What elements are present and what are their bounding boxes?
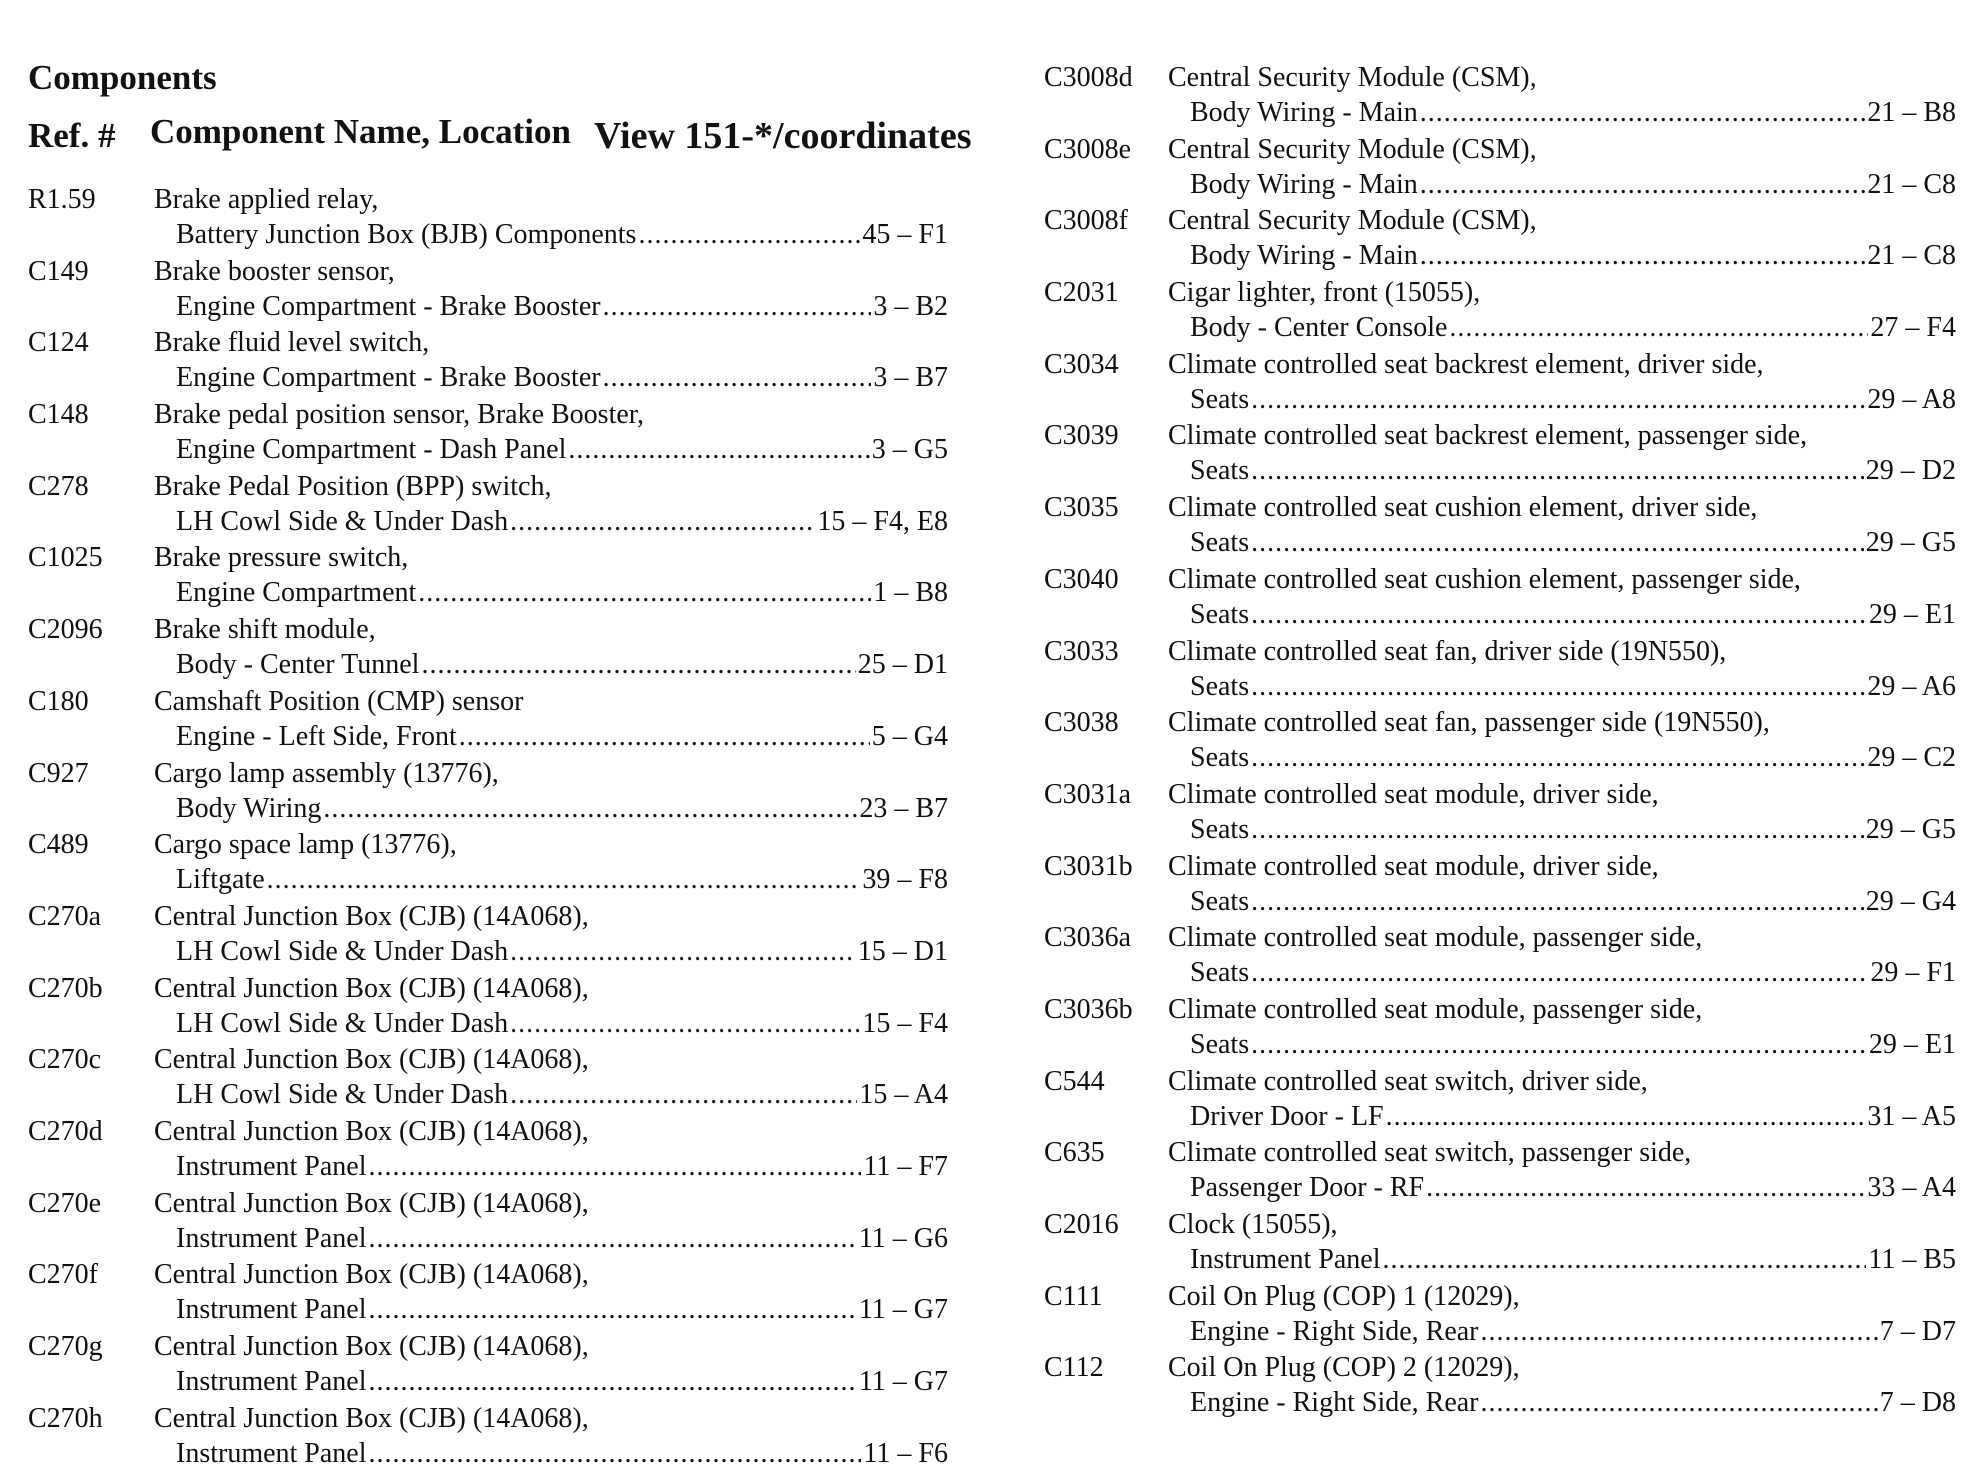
view-coordinate: 23 – B7 [859,792,948,824]
view-coordinate: 21 – C8 [1867,240,1956,272]
view-coordinate: 15 – D1 [857,935,948,967]
view-coordinate: 11 – F6 [863,1437,948,1469]
location-line [1190,527,1956,559]
location-line [1190,240,1956,272]
location: Driver Door - LF [1190,1100,1384,1132]
ref-number: C270f [28,1259,98,1291]
component-name: Coil On Plug (COP) 2 (12029), [1168,1352,1520,1384]
view-coordinate: 11 – G7 [858,1294,948,1326]
location: Engine - Right Side, Rear [1190,1315,1479,1347]
location: Body Wiring - Main [1190,168,1418,200]
ref-number: C3031b [1044,850,1133,882]
location: LH Cowl Side & Under Dash [176,505,509,537]
dot-leader [1383,1244,1867,1276]
view-coordinate: 29 – E1 [1868,1028,1956,1060]
view-coordinate: 1 – B8 [873,577,948,609]
ref-number: C3038 [1044,707,1119,739]
location-line [1190,957,1956,989]
ref-number: C270b [28,972,103,1004]
ref-number: C149 [28,255,89,287]
component-entry [1044,1066,1956,1138]
ref-number: C278 [28,470,89,502]
location-line [176,577,948,609]
ref-number: C635 [1044,1137,1105,1169]
view-coordinate: 25 – D1 [857,649,948,681]
location: Instrument Panel [176,1437,367,1469]
location: Engine Compartment - Dash Panel [176,434,567,466]
component-entry [28,1259,948,1331]
ref-number: C3036a [1044,922,1132,954]
location-line [176,1079,948,1111]
header-name: Component Name, Location [150,112,571,151]
ref-number: C2016 [1044,1209,1119,1240]
left-entry-list [28,184,948,1474]
location-line [1190,1244,1956,1276]
view-coordinate: 31 – A5 [1867,1100,1956,1132]
location-line [1190,742,1956,774]
view-coordinate: 29 – G5 [1865,527,1956,559]
ref-number: C270a [28,900,102,932]
component-entry [1044,1281,1956,1353]
ref-number: C112 [1044,1352,1104,1384]
view-coordinate: 11 – F7 [863,1150,948,1182]
location: Body Wiring - Main [1190,240,1418,272]
header-view: View 151-*/coordinates [594,115,972,157]
component-entry [1044,1137,1956,1209]
location: Seats [1190,742,1250,774]
location: LH Cowl Side & Under Dash [176,935,509,967]
component-name: Central Security Module (CSM), [1168,133,1537,165]
component-name: Clock (15055), [1168,1209,1338,1240]
location-line [1190,312,1956,344]
location-line [176,721,948,753]
component-entry [28,184,948,256]
ref-number: C270h [28,1402,103,1434]
component-name: Central Junction Box (CJB) (14A068), [154,1402,589,1434]
component-entry [28,1044,948,1116]
component-entry [1044,134,1956,206]
component-entry [28,1116,948,1188]
ref-number: C111 [1044,1280,1103,1312]
dot-leader [369,1438,862,1470]
component-name: Central Junction Box (CJB) (14A068), [154,1331,589,1362]
component-name: Central Junction Box (CJB) (14A068), [154,972,589,1004]
component-entry [28,1188,948,1260]
view-coordinate: 29 – F1 [1870,957,1956,989]
location-line [176,1008,948,1040]
dot-leader [510,1008,860,1040]
component-name: Climate controlled seat switch, passenger side, [1168,1137,1692,1169]
view-coordinate: 11 – G7 [858,1366,948,1397]
ref-number: C3008f [1044,205,1128,237]
dot-leader [1251,599,1867,631]
location-line [1190,1029,1956,1061]
component-entry [28,256,948,328]
dot-leader [267,864,861,896]
component-entry [1044,851,1956,923]
location: LH Cowl Side & Under Dash [176,1007,509,1039]
component-entry [1044,62,1956,134]
location-line [1190,886,1956,918]
dot-leader [568,434,869,466]
dot-leader [369,1294,857,1326]
ref-number: C927 [28,757,89,789]
location-line [1190,599,1956,631]
component-entry [28,901,948,973]
ref-number: C270d [28,1115,103,1147]
component-name: Climate controlled seat fan, driver side (19N550), [1168,635,1727,667]
component-entry [1044,1352,1956,1424]
dot-leader [1251,455,1864,487]
component-name: Climate controlled seat cushion element, passenger side, [1168,563,1801,595]
location: Body Wiring - Main [1190,97,1418,128]
dot-leader [1420,169,1866,201]
component-name: Climate controlled seat backrest element, driver side, [1168,348,1764,380]
location-line [176,1151,948,1183]
location: Battery Junction Box (BJB) Components [176,219,637,250]
component-name: Brake shift module, [154,614,376,646]
location-line [176,649,948,681]
component-name: Central Junction Box (CJB) (14A068), [154,1259,589,1291]
location: Instrument Panel [1190,1244,1381,1275]
location-line [1190,1101,1956,1133]
view-coordinate: 15 – F4 [862,1007,948,1039]
ref-number: C270c [28,1044,102,1076]
dot-leader [603,291,872,323]
dot-leader [1386,1101,1866,1133]
ref-number: C124 [28,327,89,359]
location: Seats [1190,670,1250,702]
ref-number: C3036b [1044,993,1133,1025]
component-entry [1044,1209,1956,1281]
component-name: Climate controlled seat fan, passenger side (19N550), [1168,707,1770,739]
dot-leader [1251,742,1865,774]
ref-number: C270e [28,1187,102,1219]
component-entry [1044,994,1956,1066]
view-coordinate: 21 – C8 [1867,168,1956,200]
component-entry [28,1403,948,1474]
location-line [1190,97,1956,129]
location-line [176,219,948,251]
view-coordinate: 15 – A4 [859,1079,948,1111]
view-coordinate: 5 – G4 [871,720,948,752]
dot-leader [1426,1172,1865,1204]
location: Body - Center Console [1190,312,1448,344]
component-entry [28,973,948,1045]
component-name: Brake applied relay, [154,184,379,215]
ref-number: C3033 [1044,635,1119,667]
location: Instrument Panel [176,1222,367,1254]
component-name: Climate controlled seat module, passenger side, [1168,922,1703,954]
dot-leader [1251,814,1864,846]
location-line [176,362,948,394]
view-coordinate: 11 – B5 [1868,1244,1956,1275]
component-name: Brake pressure switch, [154,542,409,574]
component-entry [1044,349,1956,421]
location: Engine - Right Side, Rear [1190,1387,1479,1419]
location-line [176,1223,948,1255]
dot-leader [459,721,870,753]
ref-number: C3034 [1044,348,1119,380]
view-coordinate: 33 – A4 [1867,1172,1956,1204]
location: Seats [1190,383,1250,415]
component-name: Central Junction Box (CJB) (14A068), [154,1044,589,1076]
location-line [1190,1387,1956,1419]
dot-leader [510,1079,857,1111]
component-name: Brake fluid level switch, [154,327,430,359]
component-entry [1044,922,1956,994]
location: LH Cowl Side & Under Dash [176,1079,509,1111]
component-entry [28,542,948,614]
location: Engine Compartment [176,577,417,609]
ref-number: C3040 [1044,563,1119,595]
dot-leader [1251,886,1864,918]
component-entry [28,327,948,399]
dot-leader [510,506,815,538]
component-name: Camshaft Position (CMP) sensor [154,685,524,717]
ref-number: C148 [28,399,89,431]
view-coordinate: 29 – C2 [1867,742,1956,774]
location-line [1190,384,1956,416]
ref-number: C270g [28,1331,103,1362]
location-line [176,291,948,323]
component-entry [1044,205,1956,277]
view-coordinate: 3 – B7 [873,362,948,394]
dot-leader [1481,1316,1878,1348]
component-entry [1044,707,1956,779]
dot-leader [1420,97,1866,129]
location-line [1190,1172,1956,1204]
location: Instrument Panel [176,1366,367,1397]
dot-leader [1481,1387,1878,1419]
location: Liftgate [176,864,265,896]
component-name: Central Junction Box (CJB) (14A068), [154,1187,589,1219]
component-name: Cargo lamp assembly (13776), [154,757,499,789]
view-coordinate: 7 – D7 [1879,1315,1956,1347]
component-entry [1044,277,1956,349]
component-name: Central Junction Box (CJB) (14A068), [154,1115,589,1147]
view-coordinate: 7 – D8 [1879,1387,1956,1419]
component-name: Brake pedal position sensor, Brake Booster, [154,399,644,431]
dot-leader [1251,671,1865,703]
ref-number: C3008d [1044,62,1133,93]
component-name: Cigar lighter, front (15055), [1168,277,1481,309]
dot-leader [510,936,856,968]
location: Engine Compartment - Brake Booster [176,290,601,322]
component-name: Cargo space lamp (13776), [154,829,457,861]
header-ref: Ref. # [28,116,116,155]
location: Engine - Left Side, Front [176,720,457,752]
ref-number: C180 [28,685,89,717]
right-entry-list [1044,62,1956,1424]
location: Passenger Door - RF [1190,1172,1425,1204]
dot-leader [369,1151,862,1183]
view-coordinate: 39 – F8 [862,864,948,896]
ref-number: C3031a [1044,778,1132,810]
component-entry [1044,564,1956,636]
component-name: Climate controlled seat switch, driver side, [1168,1065,1648,1097]
view-coordinate: 27 – F4 [1870,312,1956,344]
location: Seats [1190,813,1250,845]
component-entry [1044,492,1956,564]
location-line [176,1438,948,1470]
location-line [1190,671,1956,703]
view-coordinate: 11 – G6 [858,1222,948,1254]
component-name: Central Security Module (CSM), [1168,62,1537,93]
dot-leader [1251,527,1864,559]
component-entry [28,399,948,471]
component-entry [28,686,948,758]
ref-number: C3008e [1044,133,1132,165]
view-coordinate: 45 – F1 [862,219,948,250]
location: Seats [1190,598,1250,630]
view-coordinate: 29 – D2 [1865,455,1956,487]
component-name: Climate controlled seat module, passenger side, [1168,993,1703,1025]
location: Body - Center Tunnel [176,649,420,681]
location-line [1190,1316,1956,1348]
view-coordinate: 29 – G5 [1865,813,1956,845]
view-coordinate: 3 – B2 [873,290,948,322]
location-line [176,864,948,896]
component-entry [28,758,948,830]
dot-leader [1449,312,1868,344]
component-entry [28,829,948,901]
location: Seats [1190,957,1250,989]
location: Seats [1190,885,1250,917]
view-coordinate: 3 – G5 [871,434,948,466]
view-coordinate: 29 – A6 [1867,670,1956,702]
location: Body Wiring [176,792,322,824]
component-name: Central Junction Box (CJB) (14A068), [154,900,589,932]
component-name: Climate controlled seat cushion element, driver side, [1168,492,1758,524]
component-name: Climate controlled seat backrest element, passenger side, [1168,420,1808,452]
location: Seats [1190,527,1250,559]
location-line [176,793,948,825]
dot-leader [603,362,872,394]
ref-number: C3039 [1044,420,1119,452]
ref-number: C2096 [28,614,103,646]
view-coordinate: 29 – E1 [1868,598,1956,630]
location-line [176,1366,948,1398]
location: Engine Compartment - Brake Booster [176,362,601,394]
dot-leader [1251,1029,1867,1061]
dot-leader [369,1223,857,1255]
dot-leader [418,577,871,609]
location: Instrument Panel [176,1150,367,1182]
component-entry [1044,420,1956,492]
location: Instrument Panel [176,1294,367,1326]
location: Seats [1190,455,1250,487]
location-line [1190,455,1956,487]
section-title: Components [28,58,217,97]
component-entry [1044,779,1956,851]
ref-number: C3035 [1044,492,1119,524]
ref-number: R1.59 [28,184,96,215]
location-line [1190,169,1956,201]
location-line [176,936,948,968]
component-name: Climate controlled seat module, driver side, [1168,850,1659,882]
component-entry [28,614,948,686]
location: Seats [1190,1028,1250,1060]
component-name: Coil On Plug (COP) 1 (12029), [1168,1280,1520,1312]
component-name: Brake Pedal Position (BPP) switch, [154,470,552,502]
dot-leader [369,1366,857,1398]
ref-number: C544 [1044,1065,1105,1097]
dot-leader [1251,957,1868,989]
dot-leader [638,219,860,251]
dot-leader [1251,384,1865,416]
ref-number: C2031 [1044,277,1119,309]
location-line [176,506,948,538]
component-name: Central Security Module (CSM), [1168,205,1537,237]
location-line [1190,814,1956,846]
ref-number: C489 [28,829,89,861]
component-entry [1044,636,1956,708]
component-entry [28,1331,948,1403]
dot-leader [421,649,855,681]
location-line [176,1294,948,1326]
component-name: Brake booster sensor, [154,255,395,287]
ref-number: C1025 [28,542,103,574]
view-coordinate: 29 – A8 [1867,383,1956,415]
dot-leader [1420,240,1866,272]
view-coordinate: 29 – G4 [1865,885,1956,917]
component-entry [28,471,948,543]
view-coordinate: 15 – F4, E8 [817,505,948,537]
component-name: Climate controlled seat module, driver side, [1168,778,1659,810]
view-coordinate: 21 – B8 [1867,97,1956,128]
location-line [176,434,948,466]
dot-leader [323,793,857,825]
